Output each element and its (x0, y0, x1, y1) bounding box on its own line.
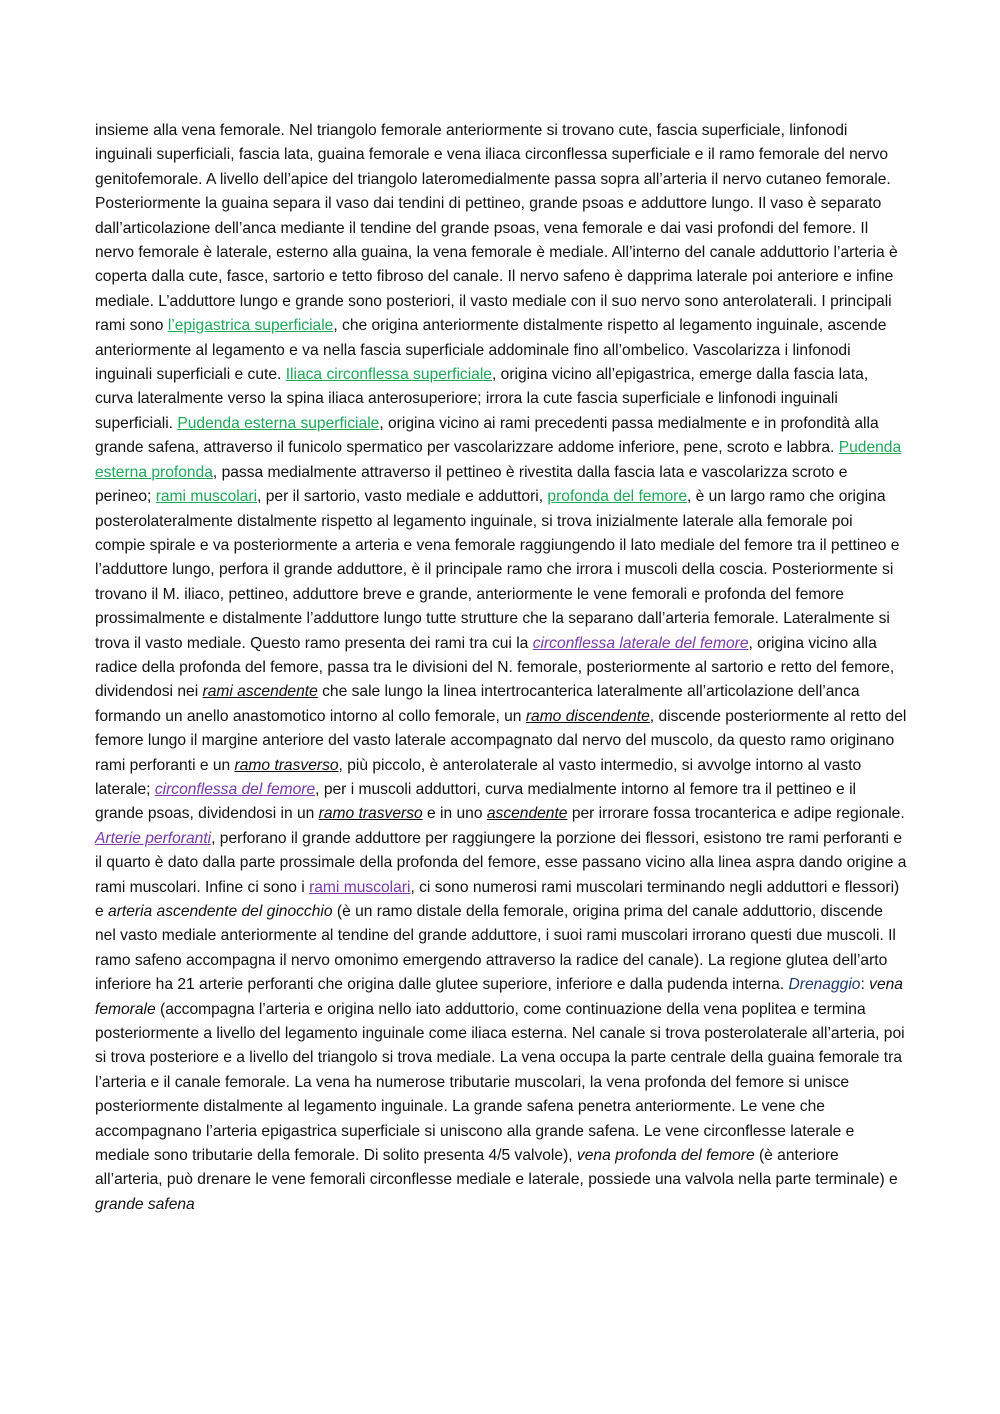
link-pudenda-esterna-superficiale[interactable]: Pudenda esterna superficiale (177, 414, 380, 432)
link-profonda-del-femore[interactable]: profonda del femore (547, 488, 687, 506)
term-grande-safena: grande safena (95, 1195, 195, 1213)
body-text: , discende posteriormente al retto del femore lungo il margine anteriore del vasto laterale accompagnato dal nervo del muscolo, da questo ramo originano rami perforanti e un (95, 707, 907, 774)
body-text: (è un ramo distale della femorale, origina prima del canale adduttorio, discende nel vasto mediale anteriormente al tendine del grande adduttore, i suoi rami muscolari irrorano questi due muscoli. Il ramo safeno accompagna il nervo omonimo emergendo attraverso la radice del canale). La regione glutea dell’arto inferiore ha 21 arterie perforanti che origina dalle glutee superiore, inferiore e dalla pudenda interna. (95, 903, 896, 994)
term-ascendente: ascendente (486, 805, 568, 823)
body-text: : (860, 976, 870, 994)
body-paragraph (95, 119, 907, 1217)
link-rami-muscolari-2[interactable]: rami muscolari (309, 878, 411, 896)
body-text: , che origina anteriormente distalmente rispetto al legamento inguinale, ascende anteriormente al legamento e va nella fascia superficiale addominale fino all’ombelico. Vascolarizza i linfonodi inguinali superficiali e cute. (95, 317, 887, 384)
term-ramo-trasverso: ramo trasverso (234, 756, 339, 774)
term-ramo-trasverso: ramo trasverso (318, 805, 423, 823)
link-iliaca-circonflessa-superficiale[interactable]: Iliaca circonflessa superficiale (285, 366, 492, 384)
term-vena-profonda-del-femore: vena profonda del femore (576, 1147, 755, 1165)
body-text: , origina vicino all’epigastrica, emerge dalla fascia lata, curva lateralmente verso la spina iliaca anterosuperiore; irrora la cute fascia superficiale e linfonodi inguinali superficiali. (95, 366, 869, 432)
link-arterie-perforanti[interactable]: Arterie perforanti (95, 829, 212, 847)
body-text: , origina vicino alla radice della profonda del femore, passa tra le divisioni del N. femorale, posteriormente al sartorio e retto del femore, dividendosi nei (95, 634, 895, 701)
section-label-drenaggio: Drenaggio (788, 976, 861, 994)
link-circonflessa-laterale-del-femore[interactable]: circonflessa laterale del femore (532, 634, 749, 652)
body-text: (accompagna l’arteria e origina nello iato adduttorio, come continuazione della vena poplitea e termina posteriormente a livello del legamento inguinale come iliaca esterna. Nel canale si trova posterolaterale all’arteria, poi si trova posteriore e a livello del triangolo si trova mediale. La vena occupa la parte centrale della guaina femorale tra l’arteria e il canale femorale. La vena ha numerose tributarie muscolari, la vena profonda del femore si unisce posteriormente distalmente al legamento inguinale. La grande safena penetra anteriormente. Le vene che accompagnano l’arteria epigastrica superficiale si uniscono alla grande safena. Le vene circonflesse laterale e mediale sono tributarie della femorale. Di solito presenta 4/5 valvole), (95, 1000, 905, 1165)
term-rami-ascendente: rami ascendente (202, 683, 318, 701)
document-page (95, 119, 907, 1217)
body-text: che sale lungo la linea intertrocanterica lateralmente all’articolazione dell’anca formando un anello anastomotico intorno al collo femorale, un (95, 683, 860, 725)
term-arteria-ascendente-del-ginocchio: arteria ascendente del ginocchio (108, 903, 333, 920)
body-text: insieme alla vena femorale. Nel triangolo femorale anteriormente si trovano cute, fascia superficiale, linfonodi inguinali superficiali, fascia lata, guaina femorale e vena iliaca circonflessa superficiale e il ramo femorale del nervo genitofemorale. A livello dell’apice del triangolo lateromedialmente passa sopra all’arteria il nervo cutaneo femorale. Posteriormente la guaina separa il vaso dai tendini di pettineo, grande psoas e adduttore lungo. Il vaso è separato dall’articolazione dell’anca mediante il tendine del grande psoas, vena femorale e dai vasi profondi del femore. Il nervo femorale è laterale, esterno alla guaina, la vena femorale è mediale. All’interno del canale adduttorio l’arteria è coperta dalla cute, fasce, sartorio e tetto fibroso del canale. Il nervo safeno è dapprima laterale poi anteriore e infine mediale. L’adduttore lungo e grande sono posteriori, il vasto mediale con il suo nervo sono anterolaterali. I principali rami sono (95, 122, 898, 335)
body-text: (è anteriore all’arteria, può drenare le vene femorali circonflesse mediale e laterale, possiede una valvola nella parte terminale) e (95, 1147, 898, 1189)
body-text: e in uno (422, 805, 487, 823)
link-circonflessa-del-femore[interactable]: circonflessa del femore (154, 780, 316, 798)
body-text: , perforano il grande adduttore per raggiungere la porzione dei flessori, esistono tre rami perforanti e il quarto è dato dalla parte prossimale della profonda del femore, esse passano vicino alla linea aspra dando origine a rami muscolari. Infine ci sono i (95, 829, 907, 896)
link-pudenda-esterna-profonda[interactable]: Pudenda esterna profonda (95, 439, 902, 481)
body-text: , per i muscoli adduttori, curva medialmente intorno al femore tra il pettineo e il grande psoas, dividendosi in un (95, 780, 856, 823)
body-text: , origina vicino ai rami precedenti passa medialmente e in profondità alla grande safena, attraverso il funicolo spermatico per vascolarizzare addome inferiore, pene, scroto e labbra. (95, 414, 879, 457)
body-text: , per il sartorio, vasto mediale e adduttori, (257, 488, 548, 506)
body-text: per irrorare fossa trocanterica e adipe regionale. (567, 805, 905, 823)
term-ramo-discendente: ramo discendente (525, 707, 650, 725)
body-text: , ci sono numerosi rami muscolari terminando negli adduttori e flessori) e (95, 878, 900, 920)
link-epigastrica-superficiale[interactable]: l’epigastrica superficiale (167, 317, 334, 335)
body-text: , è un largo ramo che origina posterolateralmente distalmente rispetto al legamento inguinale, si trova inizialmente laterale alla femorale poi compie spirale e va posteriormente a arteria e vena femorale raggiungendo il lato mediale del femore tra il pettineo e l’adduttore lungo, perfora il grande adduttore, è il principale ramo che irrora i muscoli della coscia. Posteriormente si trovano il M. iliaco, pettineo, adduttore breve e grande, anteriormente le vene femorali e profonda del femore prossimalmente e distalmente l’adduttore lungo tutte strutture che la separano dall’arteria femorale. Lateralmente si trova il vasto mediale. Questo ramo presenta dei rami tra cui la (95, 488, 900, 652)
body-text: , passa medialmente attraverso il pettineo è rivestita dalla fascia lata e vascolarizza scroto e perineo; (95, 463, 848, 506)
term-vena-femorale: vena femorale (95, 976, 903, 1018)
body-text: , più piccolo, è anterolaterale al vasto intermedio, si avvolge intorno al vasto laterale; (95, 756, 862, 798)
link-rami-muscolari[interactable]: rami muscolari (155, 488, 258, 506)
